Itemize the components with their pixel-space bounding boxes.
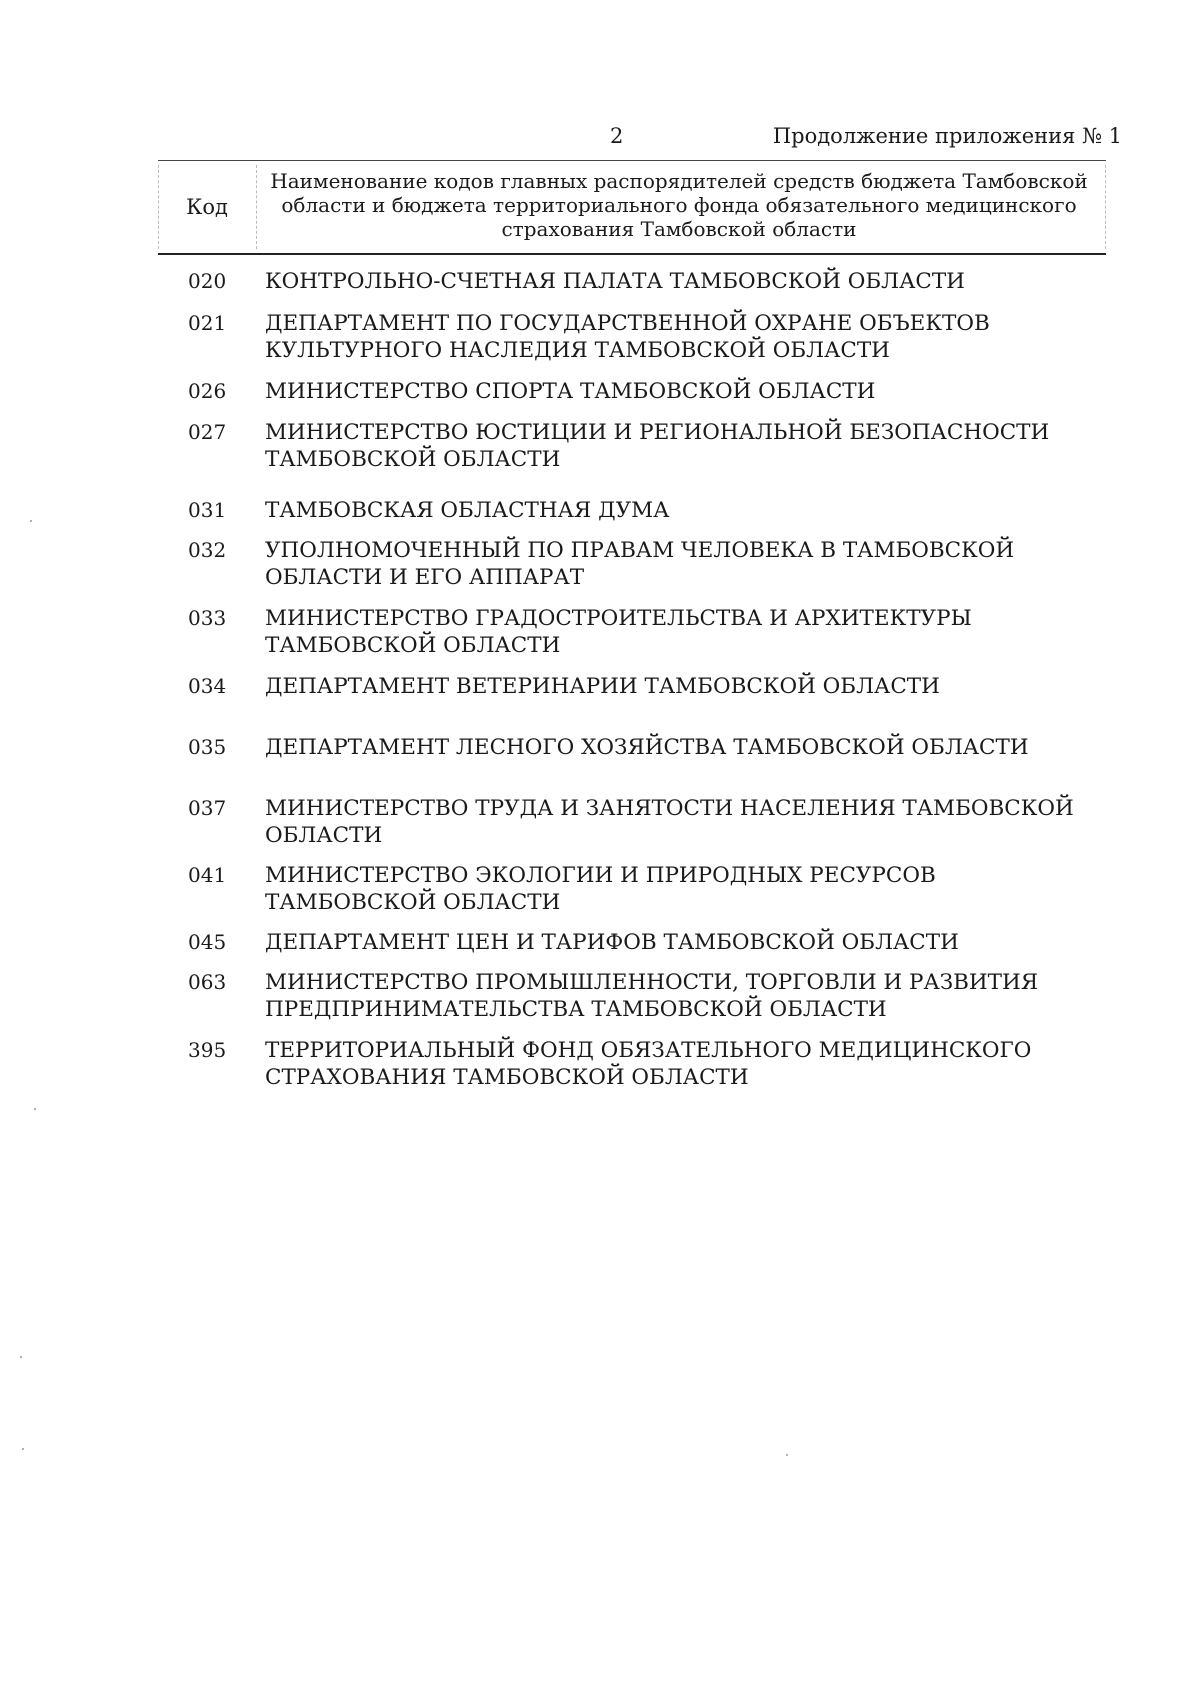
row-code: 063 — [188, 970, 227, 994]
scan-speck — [786, 1454, 788, 1456]
row-code: 026 — [188, 379, 227, 403]
row-name: МИНИСТЕРСТВО ТРУДА И ЗАНЯТОСТИ НАСЕЛЕНИЯ ТАМБОВСКОЙ ОБЛАСТИ — [265, 796, 1074, 848]
row-code: 045 — [188, 930, 227, 954]
row-code: 033 — [188, 606, 227, 630]
row-code: 032 — [188, 538, 227, 562]
row-name: КОНТРОЛЬНО-СЧЕТНАЯ ПАЛАТА ТАМБОВСКОЙ ОБЛАСТИ — [265, 269, 965, 294]
row-code: 041 — [188, 863, 227, 887]
row-code: 395 — [188, 1038, 227, 1062]
row-code: 021 — [188, 311, 227, 335]
row-name: МИНИСТЕРСТВО ЮСТИЦИИ И РЕГИОНАЛЬНОЙ БЕЗОПАСНОСТИ ТАМБОВСКОЙ ОБЛАСТИ — [265, 420, 1050, 472]
row-code: 027 — [188, 420, 227, 444]
row-code: 035 — [188, 735, 227, 759]
scan-speck — [22, 1448, 24, 1450]
row-name: МИНИСТЕРСТВО ЭКОЛОГИИ И ПРИРОДНЫХ РЕСУРСОВ ТАМБОВСКОЙ ОБЛАСТИ — [265, 863, 936, 915]
row-name: ТАМБОВСКАЯ ОБЛАСТНАЯ ДУМА — [265, 498, 670, 523]
row-name: ДЕПАРТАМЕНТ ЦЕН И ТАРИФОВ ТАМБОВСКОЙ ОБЛАСТИ — [265, 930, 959, 955]
scan-speck — [20, 1356, 22, 1358]
row-code: 034 — [188, 674, 227, 698]
header-name: Наименование кодов главных распорядителей средств бюджета Тамбовской области и бюджета территориального фонда обязательного медицинского страхования Тамбовской области — [270, 169, 1088, 241]
row-name: ДЕПАРТАМЕНТ ПО ГОСУДАРСТВЕННОЙ ОХРАНЕ ОБЪЕКТОВ КУЛЬТУРНОГО НАСЛЕДИЯ ТАМБОВСКОЙ ОБЛАСТИ — [265, 311, 990, 363]
scan-speck — [30, 520, 32, 522]
row-name: ДЕПАРТАМЕНТ ВЕТЕРИНАРИИ ТАМБОВСКОЙ ОБЛАСТИ — [265, 674, 940, 699]
header-code: Код — [186, 195, 228, 219]
row-name: УПОЛНОМОЧЕННЫЙ ПО ПРАВАМ ЧЕЛОВЕКА В ТАМБОВСКОЙ ОБЛАСТИ И ЕГО АППАРАТ — [265, 538, 1015, 590]
page-number: 2 — [610, 124, 624, 148]
row-code: 031 — [188, 498, 227, 522]
row-name: ТЕРРИТОРИАЛЬНЫЙ ФОНД ОБЯЗАТЕЛЬНОГО МЕДИЦИНСКОГО СТРАХОВАНИЯ ТАМБОВСКОЙ ОБЛАСТИ — [265, 1038, 1032, 1090]
scan-speck — [34, 1108, 36, 1110]
row-code: 020 — [188, 269, 227, 293]
row-code: 037 — [188, 796, 227, 820]
row-name: МИНИСТЕРСТВО ГРАДОСТРОИТЕЛЬСТВА И АРХИТЕКТУРЫ ТАМБОВСКОЙ ОБЛАСТИ — [265, 606, 972, 658]
row-name: ДЕПАРТАМЕНТ ЛЕСНОГО ХОЗЯЙСТВА ТАМБОВСКОЙ ОБЛАСТИ — [265, 735, 1029, 760]
row-name: МИНИСТЕРСТВО ПРОМЫШЛЕННОСТИ, ТОРГОВЛИ И РАЗВИТИЯ ПРЕДПРИНИМАТЕЛЬСТВА ТАМБОВСКОЙ ОБЛАСТИ — [265, 970, 1039, 1022]
continuation-label: Продолжение приложения № 1 — [772, 124, 1122, 148]
row-name: МИНИСТЕРСТВО СПОРТА ТАМБОВСКОЙ ОБЛАСТИ — [265, 379, 876, 404]
